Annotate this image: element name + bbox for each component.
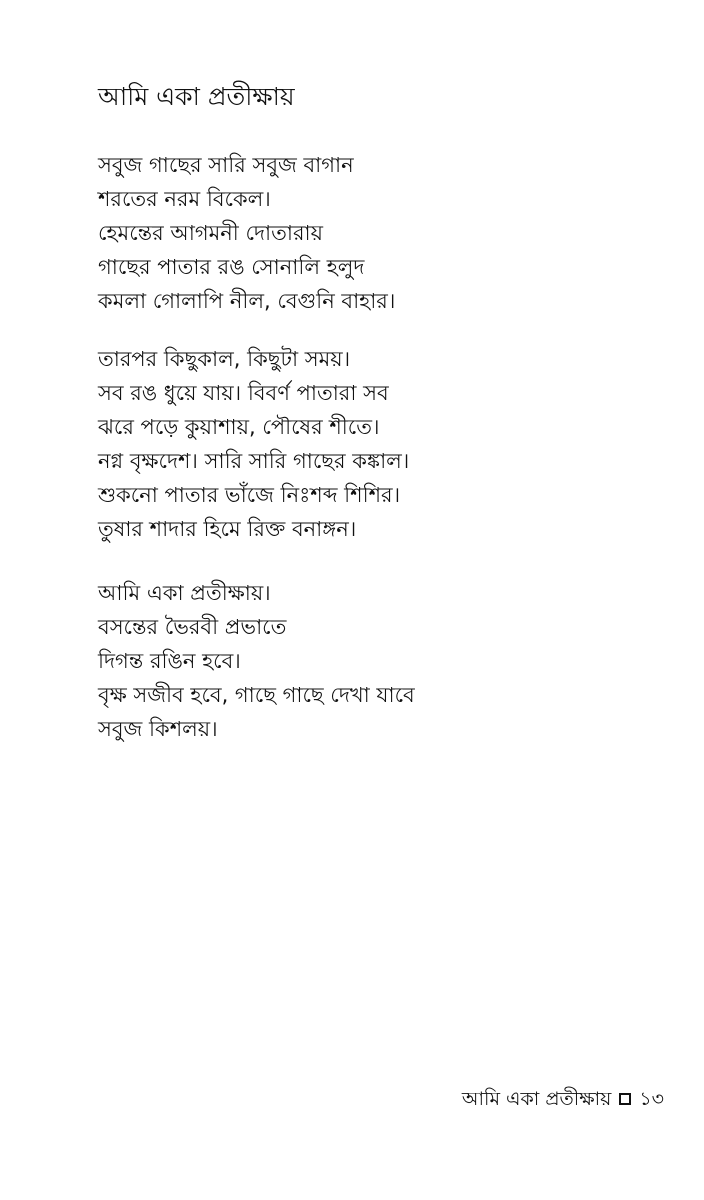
poem-line: আমি একা প্রতীক্ষায়।	[98, 581, 271, 605]
poem-line: সবুজ গাছের সারি সবুজ বাগান	[98, 153, 354, 177]
poem-line: দিগন্ত রঙিন হবে।	[98, 649, 241, 673]
poem-line: কমলা গোলাপি নীল, বেগুনি বাহার।	[98, 289, 396, 313]
stanza-1	[98, 148, 658, 318]
stanza-2	[98, 342, 658, 546]
poem-line: বসন্তের ভৈরবী প্রভাতে	[98, 615, 287, 639]
page-number: ১৩	[639, 1088, 664, 1110]
poem-line: তারপর কিছুকাল, কিছুটা সময়।	[98, 347, 351, 371]
poem-line: সব রঙ ধুয়ে যায়। বিবর্ণ পাতারা সব	[98, 381, 389, 405]
poem-line: সবুজ কিশলয়।	[98, 717, 218, 741]
poem-line: শরতের নরম বিকেল।	[98, 187, 271, 211]
poem-line: নগ্ন বৃক্ষদেশ। সারি সারি গাছের কঙ্কাল।	[98, 449, 410, 473]
poem-line: ঝরে পড়ে কুয়াশায়, পৌষের শীতে।	[98, 415, 380, 439]
stanza-3	[98, 576, 658, 746]
square-bullet-icon	[619, 1093, 631, 1105]
poem-line: গাছের পাতার রঙ সোনালি হলুদ	[98, 255, 365, 279]
running-title: আমি একা প্রতীক্ষায়	[461, 1088, 612, 1110]
poem-line: শুকনো পাতার ভাঁজে নিঃশব্দ শিশির।	[98, 483, 401, 507]
poem-line: তুষার শাদার হিমে রিক্ত বনাঙ্গন।	[98, 517, 357, 541]
page-footer	[462, 1085, 664, 1113]
poem-line: বৃক্ষ সজীব হবে, গাছে গাছে দেখা যাবে	[98, 683, 415, 707]
poem-line: হেমন্তের আগমনী দোতারায়	[98, 221, 323, 245]
poem-title: আমি একা প্রতীক্ষায়	[98, 82, 295, 111]
